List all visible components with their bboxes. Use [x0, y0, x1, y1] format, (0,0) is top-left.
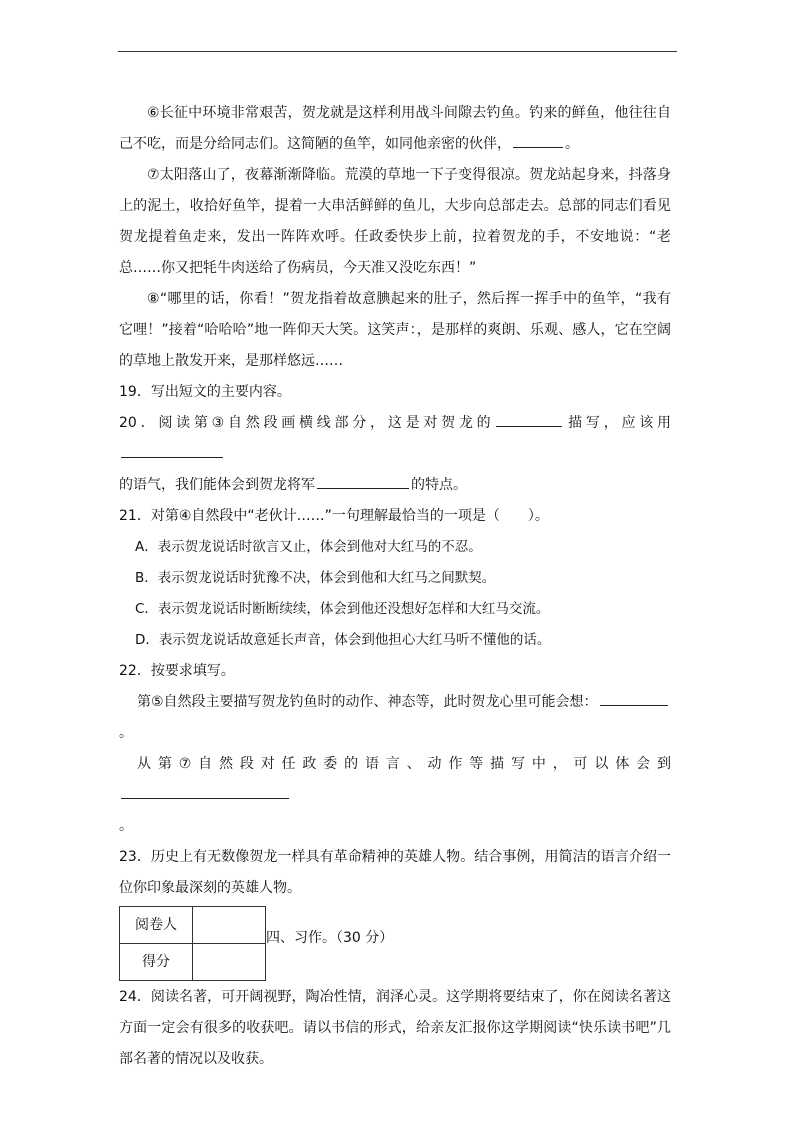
answer-blank[interactable]: [317, 474, 409, 489]
question-20: [119, 408, 671, 501]
answer-blank[interactable]: [121, 784, 289, 799]
paragraph-7: ⑦太阳落山了，夜幕渐渐降临。荒漠的草地一下子变得很凉。贺龙站起身来，抖落身上的泥土，收拾好鱼竿，提着一大串活鲜鲜的鱼儿，大步向总部走去。总部的同志们看见贺龙提着鱼走来，发出一阵阵欢呼。任政委快步上前，拉着贺龙的手，不安地说：“老总……你又把牦牛肉送给了伤病员，今天准又没吃东西！”: [119, 167, 671, 276]
option-a[interactable]: A．表示贺龙说话时欲言又止，体会到他对大红马的不忍。: [135, 539, 482, 555]
question-24: 24．阅读名著，可开阔视野，陶冶性情，润泽心灵。这学期将要结束了，你在阅读名著这方面一定会有很多的收获吧。请以书信的形式，给亲友汇报你这学期阅读“快乐读书吧”几部名著的情况以及收获。: [119, 989, 671, 1067]
question-22-part-b-end: 。: [119, 818, 133, 834]
question-22-part-a: [119, 687, 671, 749]
document-body: [119, 98, 671, 1075]
question-20-text-c: 的语气，我们能体会到贺龙将军: [119, 477, 315, 493]
question-22-part-a-text: 第⑤自然段主要描写贺龙钓鱼时的动作、神态等，此时贺龙心里可能会想：: [137, 694, 598, 710]
score-box-row: [119, 906, 671, 982]
question-23: 23．历史上有无数像贺龙一样具有革命精神的英雄人物。结合事例，用简洁的语言介绍一位你印象最深刻的英雄人物。: [119, 849, 671, 896]
option-b[interactable]: B．表示贺龙说话时犹豫不决，体会到他和大红马之间默契。: [135, 570, 496, 586]
question-21: 21．对第④自然段中“老伙计……”一句理解最恰当的一项是（ ）。: [119, 508, 549, 524]
question-20-text-d: 的特点。: [411, 477, 467, 493]
header-rule: [118, 51, 677, 52]
reviewer-cell[interactable]: [193, 907, 266, 944]
paragraph-6: [119, 98, 671, 160]
answer-blank[interactable]: [121, 443, 223, 458]
section-title: 四、习作。（30 分）: [266, 930, 394, 946]
answer-blank[interactable]: [513, 133, 563, 148]
score-cell[interactable]: [193, 944, 266, 981]
score-table: [119, 906, 266, 981]
question-22-part-b: [119, 749, 671, 842]
paragraph-6-text: ⑥长征中环境非常艰苦，贺龙就是这样利用战斗间隙去钓鱼。钓来的鲜鱼，他往往自己不吃，而是分给同志们。这简陋的鱼竿，如同他亲密的伙伴，: [119, 105, 671, 152]
option-d[interactable]: D．表示贺龙说话故意延长声音，体会到他担心大红马听不懂他的话。: [135, 632, 551, 648]
reviewer-label: 阅卷人: [120, 907, 193, 944]
score-label: 得分: [120, 944, 193, 981]
question-22-part-a-end: 。: [119, 725, 133, 741]
question-20-text-b: 描写，应该用: [564, 415, 671, 431]
paragraph-6-end: 。: [565, 136, 579, 152]
question-20-text-a: 20．阅读第③自然段画横线部分，这是对贺龙的: [119, 415, 495, 431]
question-22: 22．按要求填写。: [119, 663, 235, 679]
question-22-part-b-text: 从第⑦自然段对任政委的语言、动作等描写中，可以体会到: [137, 756, 671, 772]
option-c[interactable]: C．表示贺龙说话时断断续续，体会到他还没想好怎样和大红马交流。: [135, 601, 550, 617]
answer-blank[interactable]: [496, 412, 562, 427]
paragraph-8: ⑧“哪里的话，你看！”贺龙指着故意腆起来的肚子，然后挥一挥手中的鱼竿，“我有它哩！”接着“哈哈哈”地一阵仰天大笑。这笑声：，是那样的爽朗、乐观、感人，它在空阔的草地上散发开来，是那样悠远……: [119, 291, 671, 369]
answer-blank[interactable]: [600, 691, 668, 706]
question-19: 19．写出短文的主要内容。: [119, 384, 291, 400]
